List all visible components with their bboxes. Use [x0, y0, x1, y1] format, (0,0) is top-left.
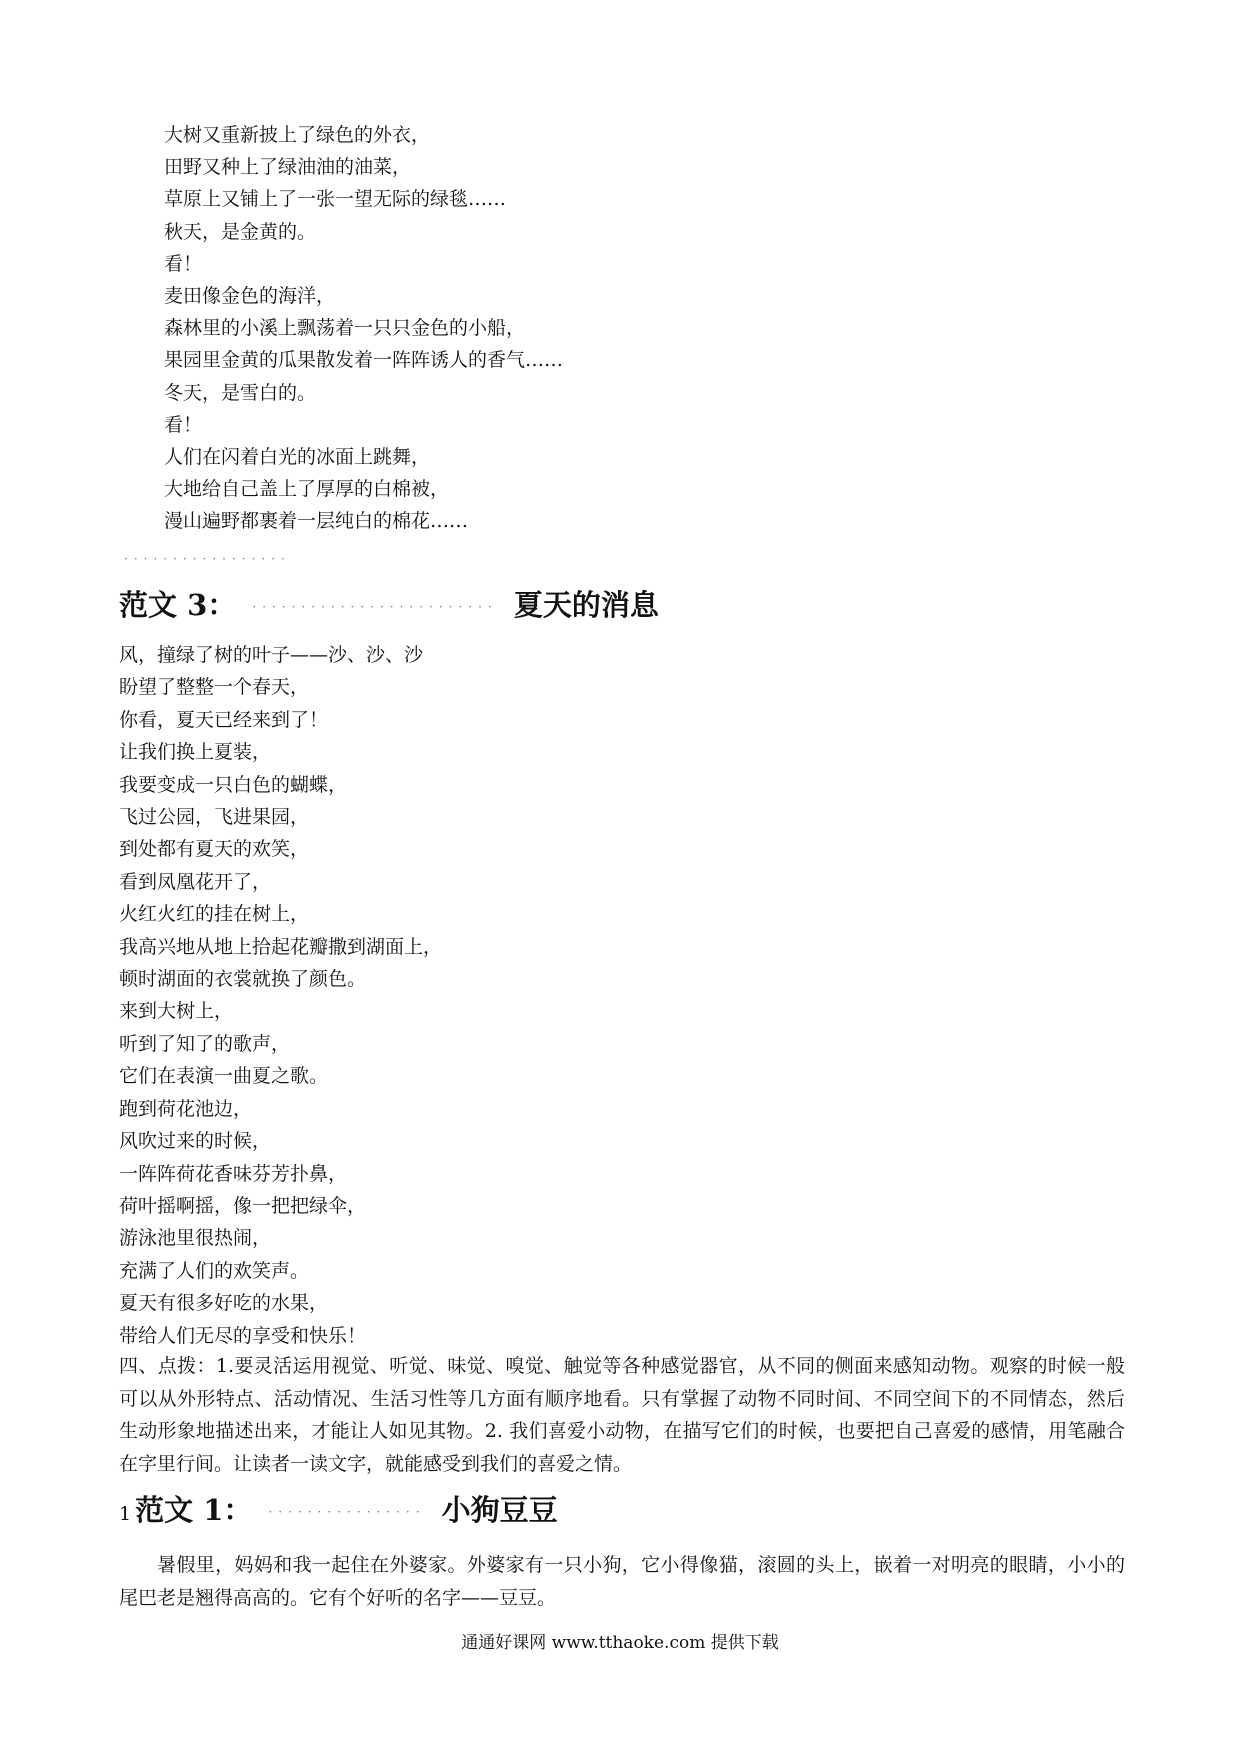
dotted-divider: ················· — [124, 552, 291, 566]
poem-line: 草原上又铺上了一张一望无际的绿毯…… — [164, 188, 507, 211]
dotted-leader: ················ — [268, 1505, 426, 1519]
poem-line: 让我们换上夏装， — [119, 741, 272, 764]
poem-line: 跑到荷花池边， — [119, 1097, 253, 1120]
poem-line: 大树又重新披上了绿色的外衣， — [164, 124, 431, 146]
poem-line: 人们在闪着白光的冰面上跳舞， — [164, 446, 431, 469]
heading-label: 范文 3： — [119, 588, 237, 622]
poem-line: 顿时湖面的衣裳就换了颜色。 — [119, 968, 367, 991]
poem-line: 你看，夏天已经来到了！ — [119, 708, 329, 731]
page-footer: 通通好课网 www.tthaoke.com 提供下载 — [461, 1633, 779, 1653]
poem-line: 荷叶摇啊摇，像一把把绿伞， — [119, 1194, 367, 1217]
poem-line: 冬天，是雪白的。 — [164, 381, 317, 404]
heading-title: 夏天的消息 — [513, 588, 659, 622]
section-heading-1 — [119, 1488, 558, 1529]
poem-line: 看！ — [164, 413, 203, 436]
poem-line: 我要变成一只白色的蝴蝶， — [119, 773, 348, 796]
poem-line: 大地给自己盖上了厚厚的白棉被， — [164, 478, 450, 501]
story-paragraph: 暑假里，妈妈和我一起住在外婆家。外婆家有一只小狗，它小得像猫，滚圆的头上，嵌着一对明亮的眼睛，小小的尾巴老是翘得高高的。它有个好听的名字——豆豆。 — [119, 1554, 1125, 1609]
heading-prefix: 1 — [119, 1503, 132, 1525]
poem-line: 火红火红的挂在树上， — [119, 903, 310, 926]
poem-line: 盼望了整整一个春天， — [119, 676, 310, 699]
poem-line: 看到凤凰花开了， — [119, 870, 272, 893]
poem-line: 森林里的小溪上飘荡着一只只金色的小船， — [164, 317, 526, 340]
poem-line: 风，撞绿了树的叶子——沙、沙、沙 — [119, 644, 424, 666]
poem-line: 听到了知了的歌声， — [119, 1032, 291, 1055]
poem-line: 看！ — [164, 252, 203, 275]
poem-line: 一阵阵荷花香味芬芳扑鼻， — [119, 1162, 348, 1185]
poem-line: 夏天有很多好吃的水果， — [119, 1292, 329, 1315]
poem-line: 果园里金黄的瓜果散发着一阵阵诱人的香气…… — [164, 349, 564, 372]
poem-line: 带给人们无尽的享受和快乐！ — [119, 1324, 367, 1347]
tips-paragraph: 四、点拨：1.要灵活运用视觉、听觉、味觉、嗅觉、触觉等各种感觉器官，从不同的侧面来感知动物。观察的时候一般可以从外形特点、活动情况、生活习性等几方面有顺序地看。只有掌握了动物不同时间、不同空间下的不同情态，然后生动形象地描述出来，才能让人如见其物。2. 我们喜爱小动物，在描写它们的时候，也要把自己喜爱的感情，用笔融合在字里行间。让读者一读文字，就能感受到我们的喜爱之情。 — [119, 1355, 1125, 1475]
section-heading-3 — [119, 583, 659, 624]
poem-line: 到处都有夏天的欢笑， — [119, 838, 310, 861]
poem-line: 它们在表演一曲夏之歌。 — [119, 1065, 329, 1088]
poem-continuation — [164, 119, 563, 538]
poem-line: 来到大树上， — [119, 1000, 234, 1023]
dotted-leader: ························· — [252, 600, 498, 614]
poem-line: 麦田像金色的海洋， — [164, 285, 336, 308]
poem-line: 充满了人们的欢笑声。 — [119, 1259, 310, 1282]
poem-line: 漫山遍野都裹着一层纯白的棉花…… — [164, 510, 469, 533]
heading-title: 小狗豆豆 — [441, 1493, 558, 1527]
summary-poem — [119, 639, 442, 1352]
poem-line: 游泳池里很热闹， — [119, 1227, 272, 1250]
poem-line: 田野又种上了绿油油的油菜， — [164, 156, 412, 179]
poem-line: 秋天，是金黄的。 — [164, 220, 317, 243]
heading-label: 范文 1： — [135, 1493, 253, 1527]
poem-line: 我高兴地从地上拾起花瓣撒到湖面上， — [119, 935, 443, 958]
poem-line: 风吹过来的时候， — [119, 1130, 272, 1153]
poem-line: 飞过公园，飞进果园， — [119, 806, 310, 829]
